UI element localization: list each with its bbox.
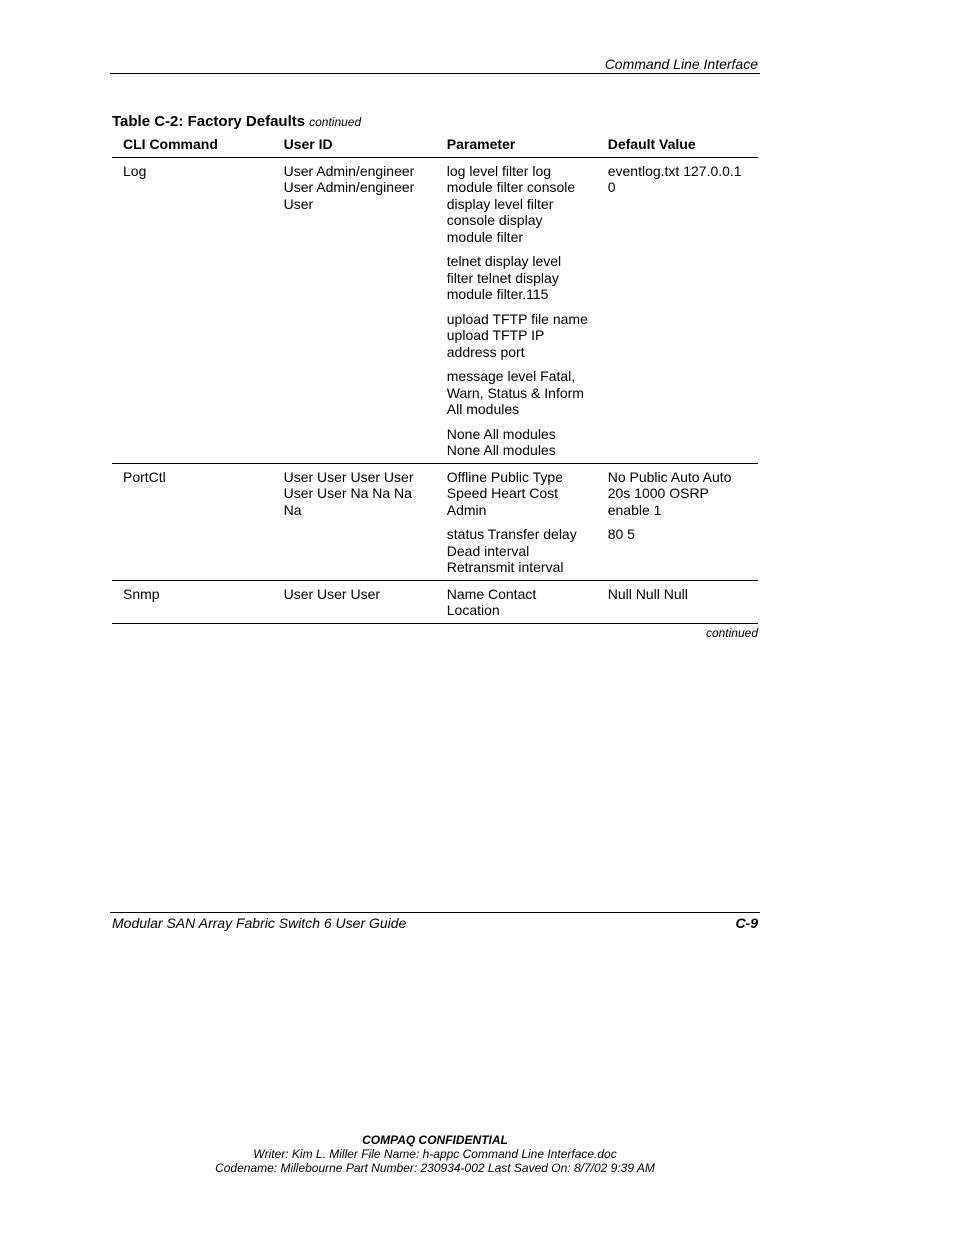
cell-default-value: 80 5 — [597, 518, 758, 580]
header-rule — [110, 73, 760, 74]
column-header-parameter: Parameter — [436, 134, 597, 157]
cell-cli-command: Log — [123, 162, 147, 179]
cell-default-value: No Public Auto Auto 20s 1000 OSRP enable 1 — [607, 468, 732, 518]
table-row — [112, 360, 758, 418]
footer-rule — [110, 912, 760, 913]
table-caption — [112, 113, 361, 130]
table-row — [112, 463, 758, 518]
footer-guide-title: Modular SAN Array Fabric Switch 6 User Guide — [112, 915, 407, 931]
table-caption-title: Table C-2: Factory Defaults — [112, 113, 306, 130]
cell-user-id: User User User — [273, 580, 436, 623]
table-header-row — [112, 134, 758, 157]
table-row — [112, 518, 758, 580]
table-row — [112, 418, 758, 464]
cell-user-id — [273, 418, 436, 464]
cell-parameter: upload TFTP file name upload TFTP IP address port — [446, 310, 588, 360]
cell-user-id: User Admin/engineer User Admin/engineer User — [283, 162, 415, 212]
cell-user-id: User User User User User User Na Na Na Na — [283, 468, 414, 518]
cell-user-id — [273, 360, 436, 418]
column-header-default-value: Default Value — [597, 134, 758, 157]
cell-parameter: Name Contact Location — [436, 580, 597, 623]
cell-default-value: eventlog.txt 127.0.0.1 0 — [607, 162, 742, 195]
cell-parameter: status Transfer delay Dead interval Retransmit interval — [436, 518, 597, 580]
footer-page-number: C-9 — [735, 915, 758, 931]
cell-user-id — [273, 245, 436, 303]
cell-default-value — [597, 418, 758, 464]
cell-parameter: telnet display level filter telnet display module filter.115 — [446, 253, 562, 302]
cell-cli-command — [112, 360, 273, 418]
cell-cli-command — [112, 245, 273, 303]
cell-default-value — [597, 245, 758, 303]
cell-user-id — [273, 518, 436, 580]
running-header: Command Line Interface — [604, 56, 758, 72]
table-continued-note: continued — [705, 626, 758, 640]
confidential-codename-line: Codename: Millebourne Part Number: 230934-002 Last Saved On: 8/7/02 9:39 AM — [215, 1161, 655, 1175]
column-header-user-id: User ID — [273, 134, 436, 157]
cell-cli-command: PortCtl — [123, 468, 166, 485]
cell-parameter: Offline Public Type Speed Heart Cost Admin — [446, 468, 563, 518]
cell-cli-command: Snmp — [112, 580, 273, 623]
cell-default-value — [597, 303, 758, 361]
confidential-block — [0, 1133, 870, 1175]
factory-defaults-table — [112, 134, 758, 624]
table-row — [112, 157, 758, 245]
cell-parameter: log level filter log module filter console display level filter console display module filter — [446, 162, 576, 245]
cell-default-value: Null Null Null — [597, 580, 758, 623]
cell-parameter: None All modules None All modules — [436, 418, 597, 464]
column-header-cli-command: CLI Command — [112, 134, 273, 157]
cell-cli-command — [112, 418, 273, 464]
table-caption-continued: continued — [309, 115, 362, 129]
confidential-title: COMPAQ CONFIDENTIAL — [362, 1133, 508, 1147]
cell-user-id — [273, 303, 436, 361]
cell-parameter: message level Fatal, Warn, Status & Inform All modules — [446, 368, 584, 417]
cell-cli-command — [112, 303, 273, 361]
cell-default-value — [597, 360, 758, 418]
cell-cli-command — [112, 518, 273, 580]
table-row — [112, 580, 758, 623]
confidential-writer-line: Writer: Kim L. Miller File Name: h-appc Command Line Interface.doc — [253, 1147, 617, 1161]
table-row — [112, 303, 758, 361]
table-row — [112, 245, 758, 303]
